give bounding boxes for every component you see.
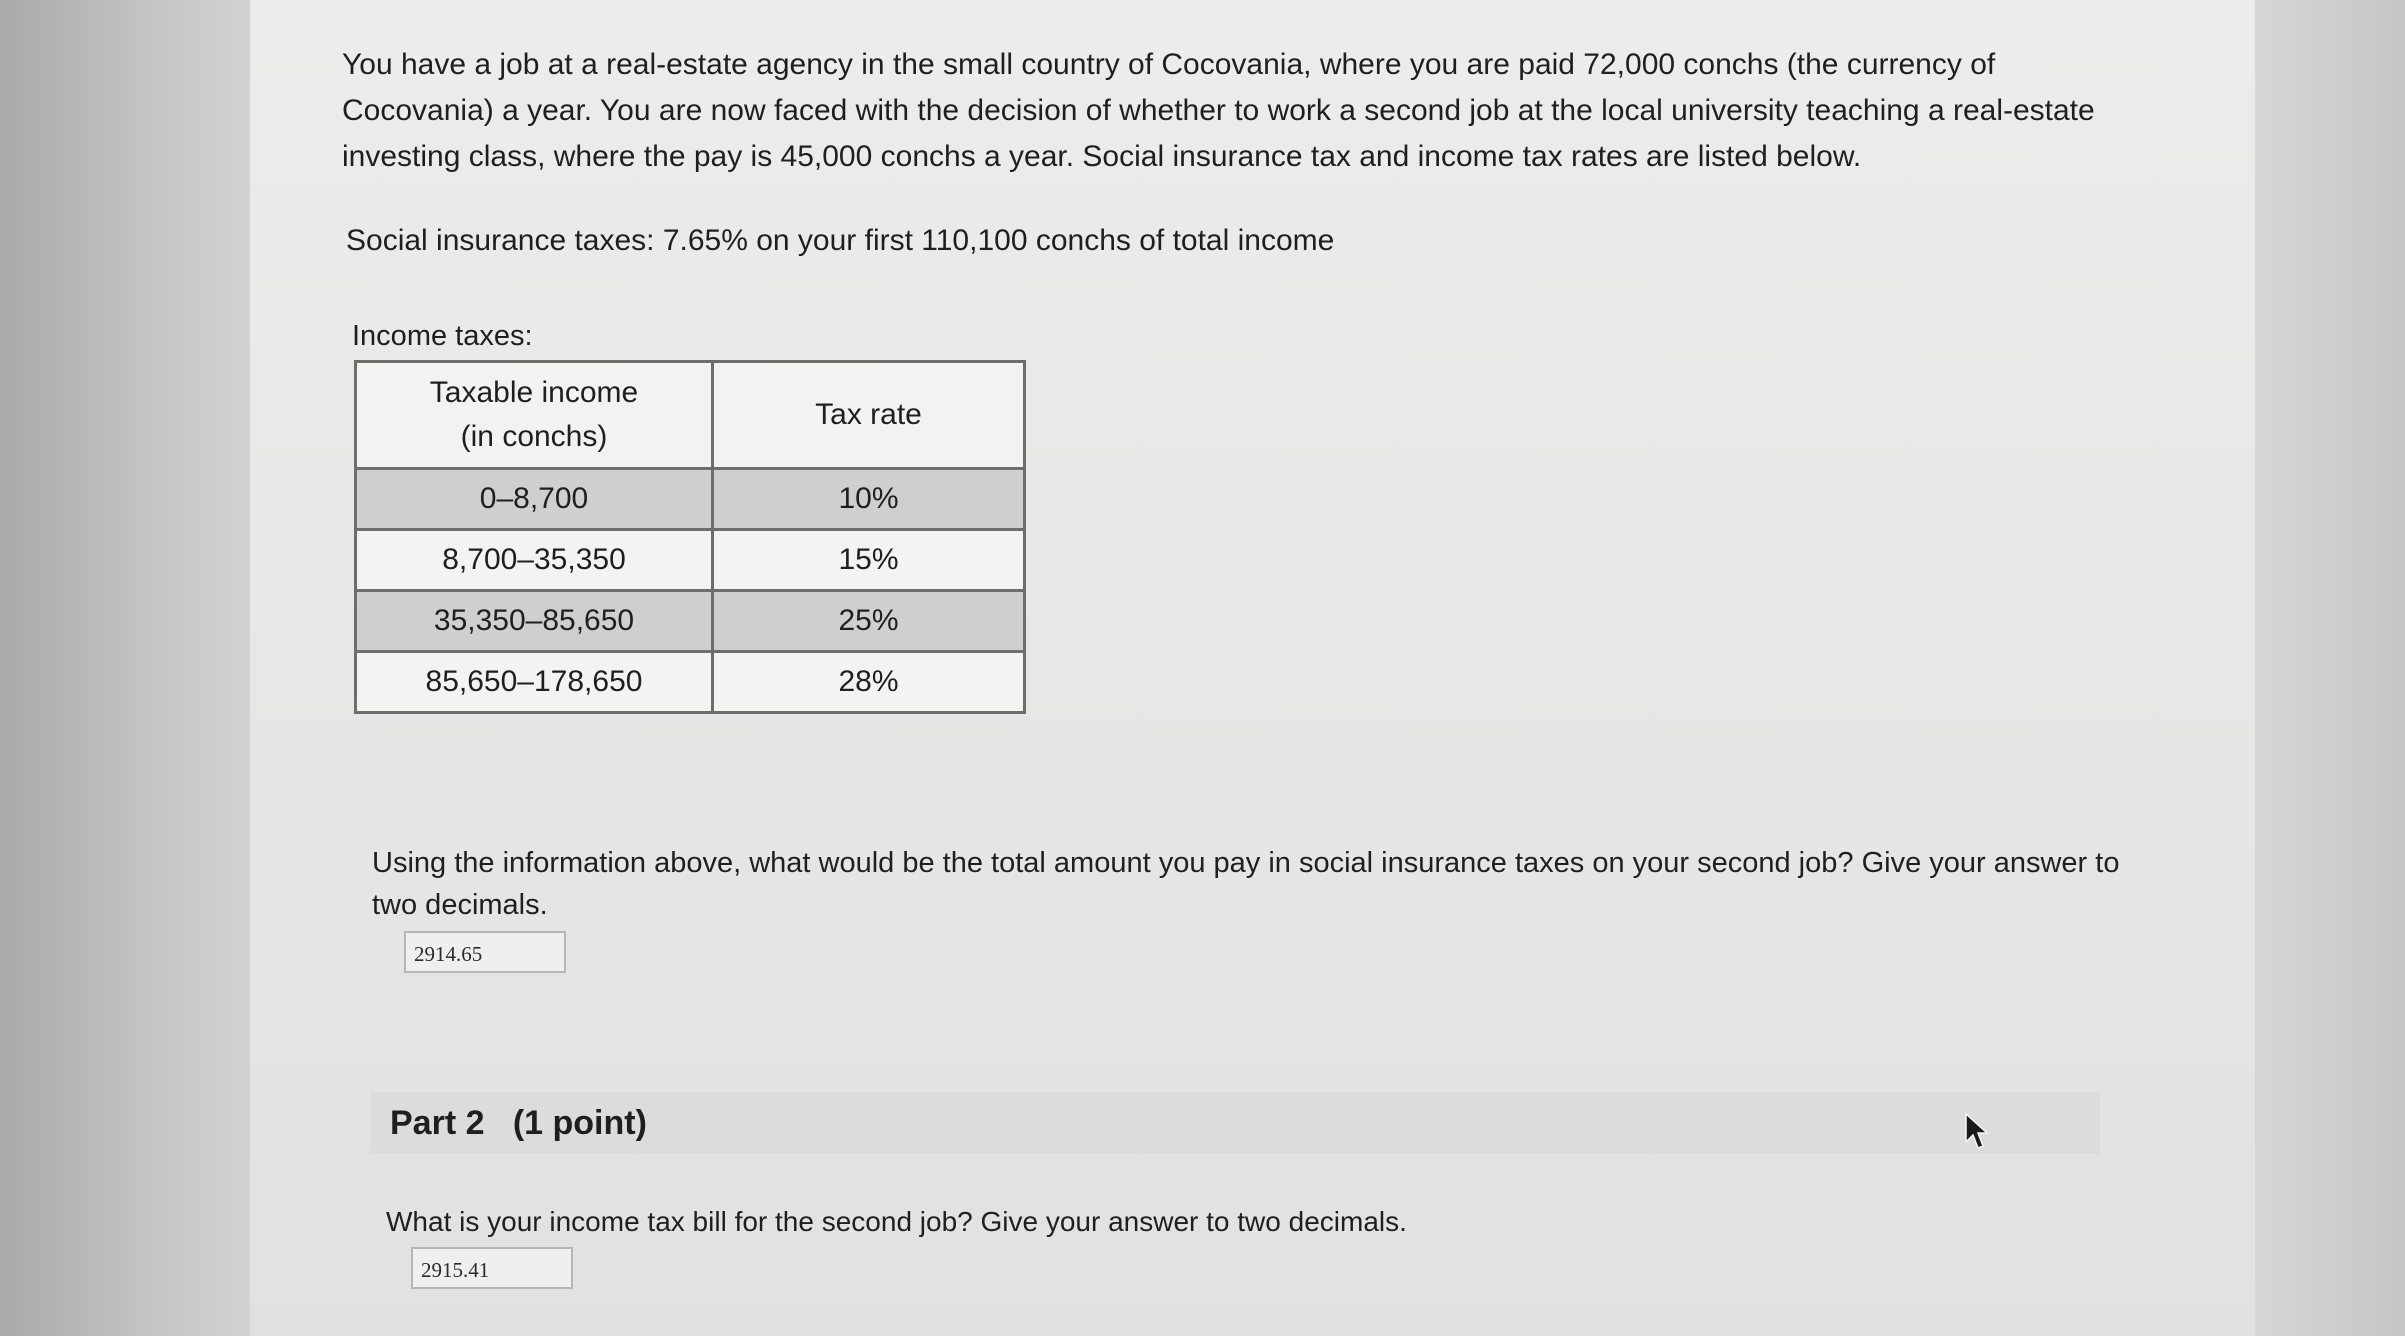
part2-question: What is your income tax bill for the second job? Give your answer to two decimals. <box>386 1206 1407 1237</box>
taxable-income-header-line1: Taxable income <box>429 376 639 409</box>
part1-question: Using the information above, what would be the total amount you pay in social insurance taxes on your second job? Give your answer to two decimals. <box>372 847 2120 921</box>
tax-rate-cell: 15% <box>713 530 1025 591</box>
problem-statement: You have a job at a real-estate agency in the small country of Cocovania, where you are paid 72,000 conchs (the currency of Cocovania) a year. You are now faced with the decision of whether to work a second job at the local university teaching a real-estate investing class, where the pay is 45,000 conchs a year. Social insurance tax and income tax rates are listed below. <box>342 48 2095 173</box>
income-range-cell: 85,650–178,650 <box>356 652 713 713</box>
income-range-cell: 8,700–35,350 <box>356 530 713 591</box>
part2-answer-field[interactable]: 2915.41 <box>411 1247 573 1289</box>
background-left-edge <box>0 0 250 1336</box>
table-row <box>356 652 1025 713</box>
table-header-row <box>356 362 1025 469</box>
income-range-cell: 0–8,700 <box>356 469 713 530</box>
part2-title: Part 2 (1 point) <box>390 1104 647 1142</box>
table-row <box>356 530 1025 591</box>
income-tax-table <box>354 360 1026 714</box>
social-insurance-rate-text: Social insurance taxes: 7.65% on your first 110,100 conchs of total income <box>346 224 1335 257</box>
background-right-edge <box>2255 0 2405 1336</box>
taxable-income-header <box>356 362 713 469</box>
tax-rate-cell: 10% <box>713 469 1025 530</box>
income-range-cell: 35,350–85,650 <box>356 591 713 652</box>
table-row <box>356 469 1025 530</box>
tax-rate-header: Tax rate <box>713 362 1025 469</box>
tax-rate-cell: 25% <box>713 591 1025 652</box>
part1-answer-field[interactable]: 2914.65 <box>404 931 566 973</box>
mouse-pointer-icon <box>1964 1112 1990 1152</box>
tax-rate-cell: 28% <box>713 652 1025 713</box>
taxable-income-header-line2: (in conchs) <box>460 420 608 453</box>
income-taxes-label: Income taxes: <box>352 320 533 352</box>
table-row <box>356 591 1025 652</box>
